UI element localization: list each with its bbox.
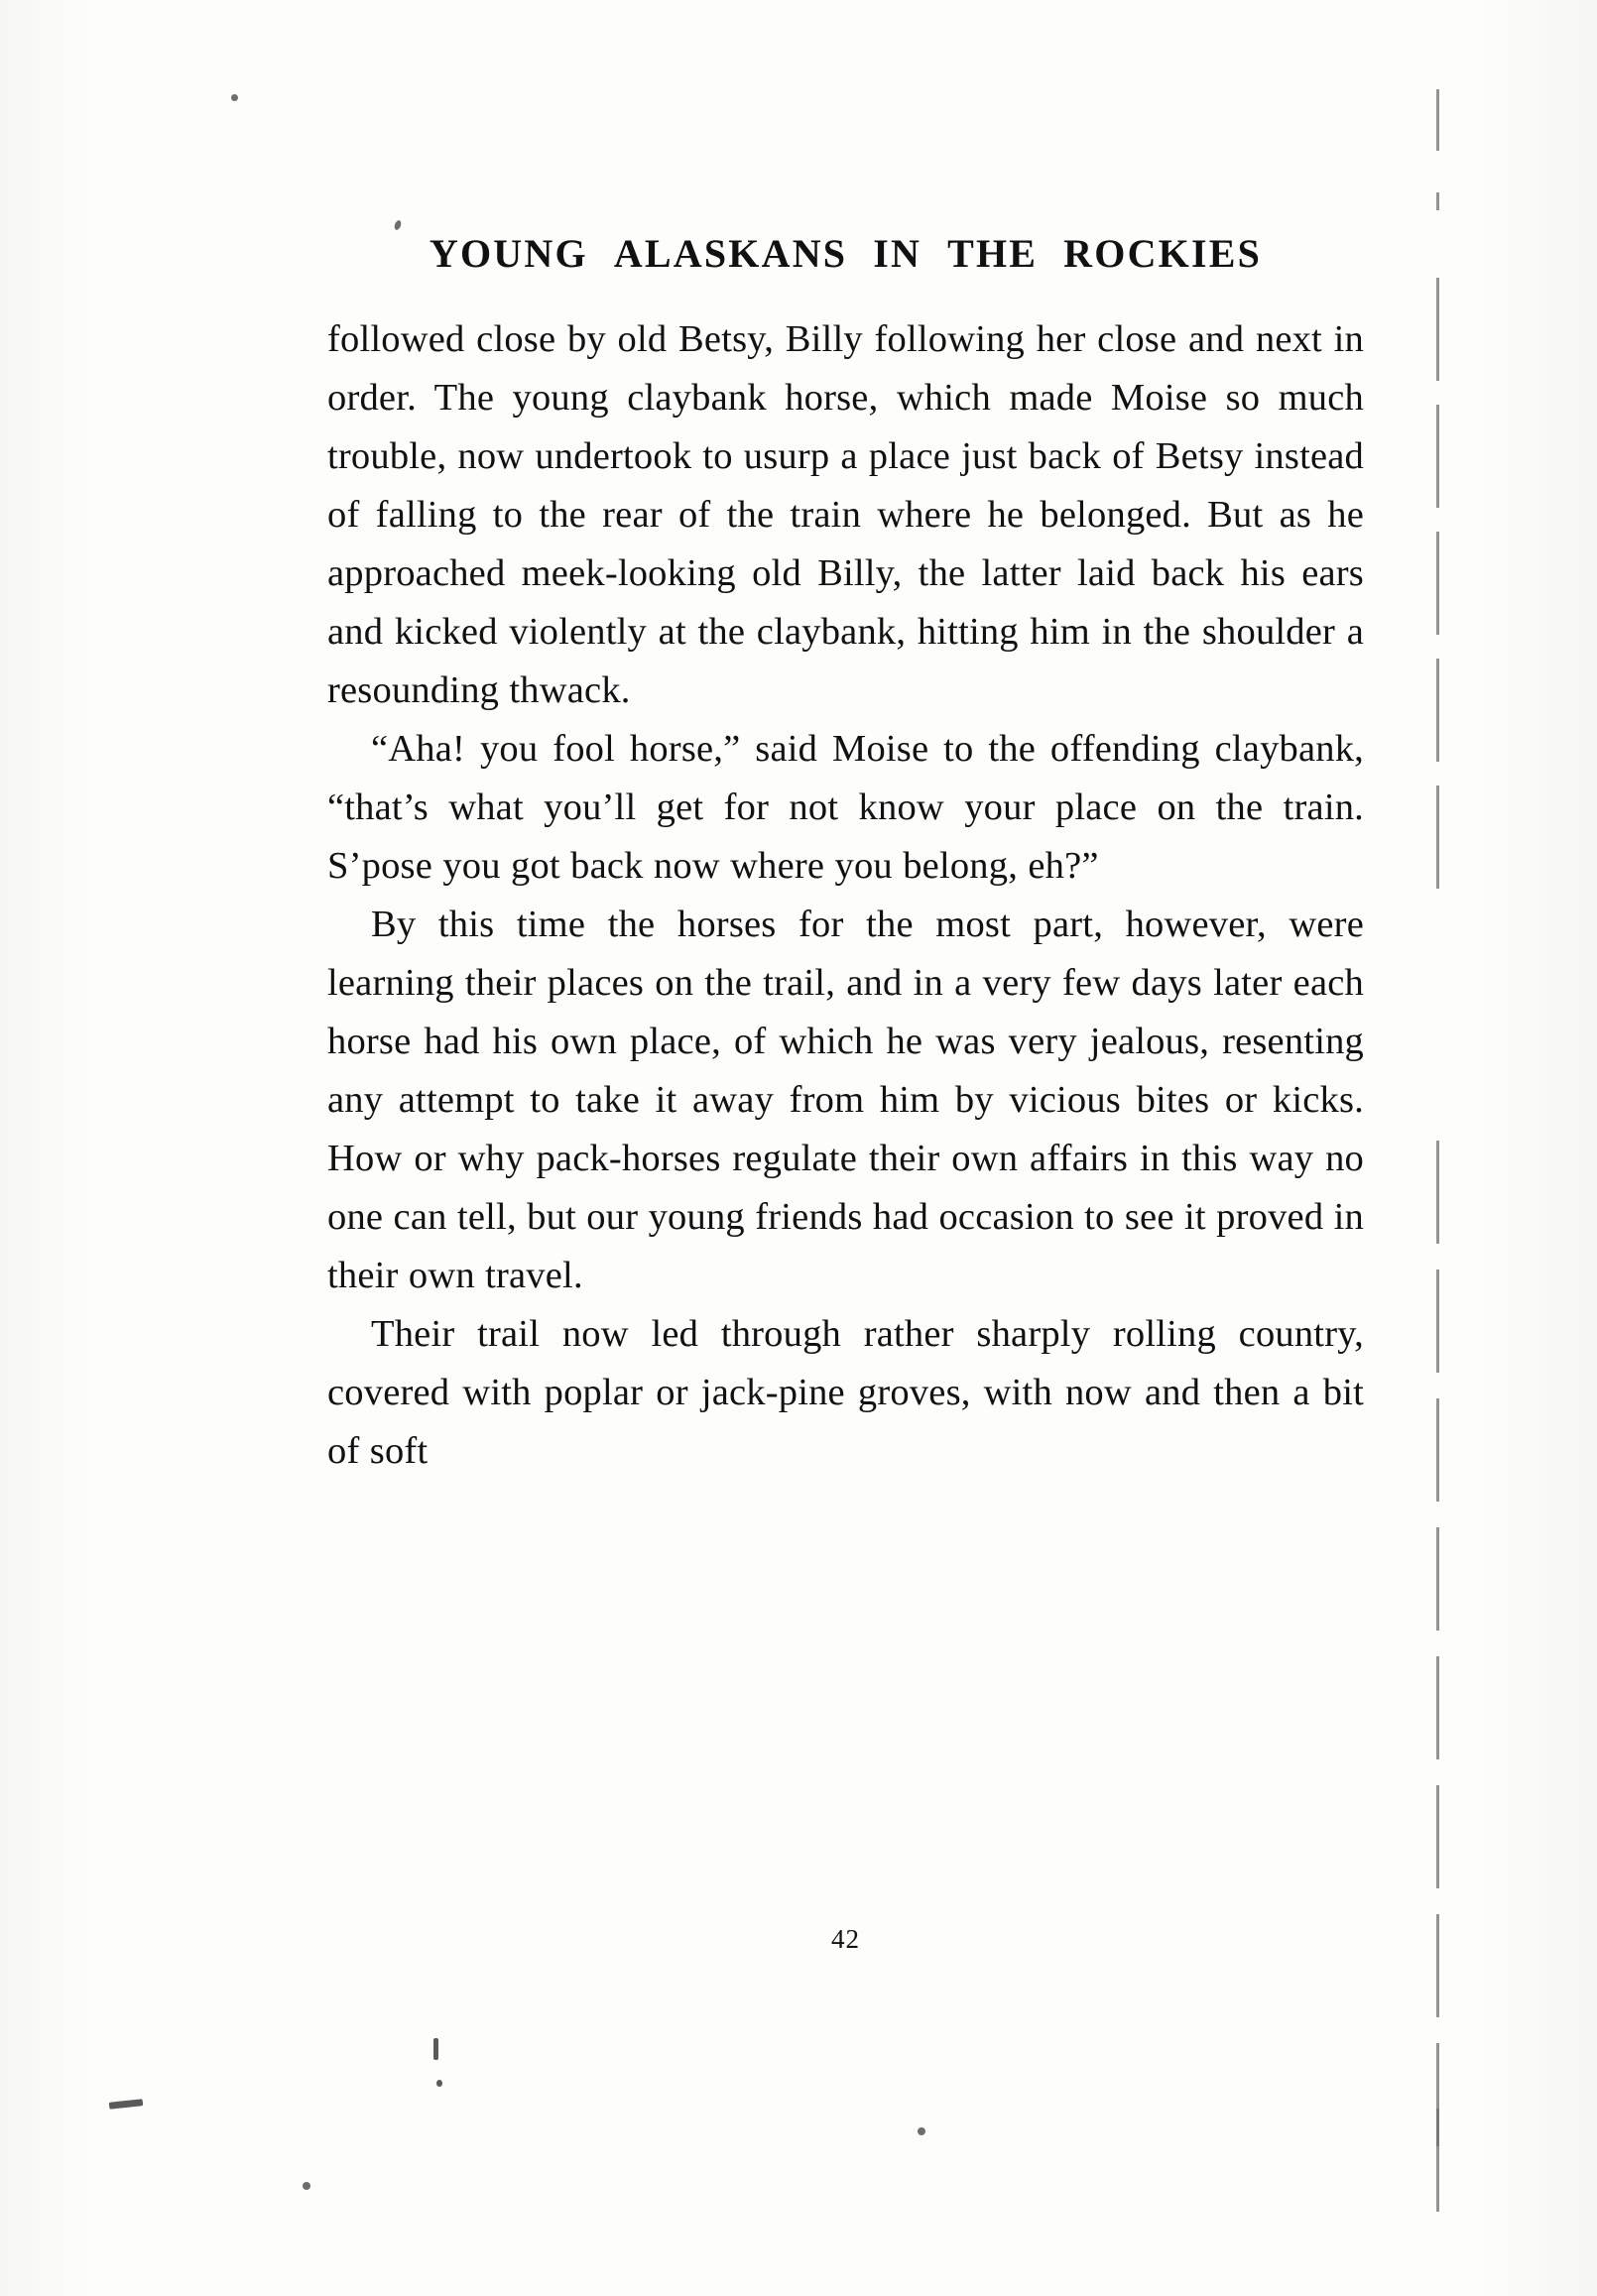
binding-gutter-marks: [1436, 89, 1440, 2212]
scan-stray-mark: [433, 2038, 438, 2060]
scan-stray-mark: [109, 2099, 144, 2110]
gutter-tick: [1436, 405, 1439, 508]
gutter-tick: [1436, 1656, 1439, 1759]
scan-speck: [393, 219, 402, 230]
page-text-block: [327, 230, 1364, 1481]
scan-speck: [231, 94, 238, 101]
gutter-tick: [1436, 89, 1439, 151]
scan-edge-shadow-left: [0, 0, 89, 2296]
scan-edge-shadow-right: [1478, 0, 1597, 2296]
running-head-word: ALASKANS: [613, 231, 848, 276]
gutter-tick: [1436, 785, 1439, 889]
scan-stray-mark: [436, 2080, 442, 2087]
running-head: [327, 230, 1364, 277]
gutter-tick: [1436, 1914, 1439, 2017]
gutter-tick: [1436, 192, 1439, 210]
scan-speck: [303, 2182, 310, 2190]
gutter-tick: [1436, 1785, 1439, 1888]
gutter-tick: [1436, 2109, 1439, 2212]
body-paragraph: By this time the horses for the most part, however, were learning their places on the trail, and in a very few days later each horse had his own place, of which he was very jealous, resenting any attempt to take it away from him by vicious bites or kicks. How or why pack-horses regulate their own affairs in this way no one can tell, but our young friends had occasion to see it proved in their own travel.: [327, 904, 1364, 1296]
gutter-tick: [1436, 532, 1439, 635]
body-paragraph: “Aha! you fool horse,” said Moise to the offending claybank, “that’s what you’ll get for not know your place on the train. S’pose you got back now where you belong, eh?”: [327, 728, 1364, 887]
gutter-tick: [1436, 1398, 1439, 1502]
running-head-word: IN: [873, 231, 922, 276]
scan-speck: [918, 2127, 925, 2135]
page-number: 42: [831, 1924, 860, 1954]
body-paragraph: followed close by old Betsy, Billy following her close and next in order. The young claybank horse, which made Moise so much trouble, now undertook to usurp a place just back of Betsy instead of falling to the rear of the train where he belonged. But as he approached meek-looking old Billy, the latter laid back his ears and kicked violently at the claybank, hitting him in the shoulder a resounding thwack.: [327, 318, 1364, 711]
gutter-tick: [1436, 1527, 1439, 1631]
gutter-tick: [1436, 659, 1439, 762]
running-head-word: ROCKIES: [1063, 231, 1263, 276]
gutter-tick: [1436, 1141, 1439, 1244]
running-head-word: YOUNG: [429, 231, 588, 276]
body-paragraph: Their trail now led through rather sharply rolling country, covered with poplar or jack-pine groves, with now and then a bit of soft: [327, 1313, 1364, 1472]
gutter-tick: [1436, 278, 1439, 381]
gutter-tick: [1436, 1269, 1439, 1373]
running-head-word: THE: [947, 231, 1039, 276]
